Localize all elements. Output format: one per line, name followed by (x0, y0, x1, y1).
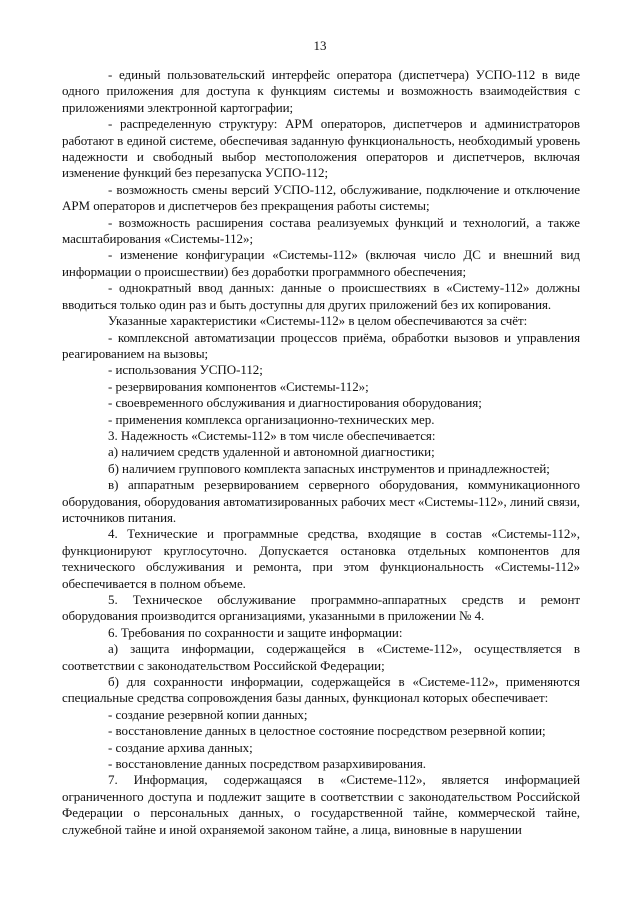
paragraph-automation: - комплексной автоматизации процессов приёма, обработки вызовов и управления реагированием на вызовы; (62, 329, 580, 361)
paragraph-single-input: - однократный ввод данных: данные о происшествиях в «Систему-112» должны вводиться только один раз и быть доступны для других приложений без их копирования. (62, 280, 580, 312)
paragraph-maintenance: - своевременного обслуживания и диагностирования оборудования; (108, 395, 482, 411)
paragraph-security-heading: 6. Требования по сохранности и защите информации: (108, 624, 403, 640)
paragraph-restricted-info: 7. Информация, содержащаяся в «Системе-112», является информацией ограниченного доступа и подлежит защите в соответствии с законодательством Российской Федерации о персональных данных, о государственной тайне, коммерческой тайне, служебной тайне и иной охраняемой законом тайне, а лица, виновные в нарушении (62, 772, 580, 837)
paragraph-reliability-a: а) наличием средств удаленной и автономной диагностики; (108, 444, 435, 460)
page-number: 13 (313, 38, 327, 53)
paragraph-distributed-structure: - распределенную структуру: АРМ операторов, диспетчеров и администраторов работают в единой системе, обеспечивая заданную функциональность, необходимый уровень надежности и свободный выбор местоположения операторов и диспетчеров, включая изменение функций без перезапуска УСПО-112; (62, 116, 580, 181)
paragraph-backup-create: - создание резервной копии данных; (108, 706, 308, 722)
paragraph-security-a: а) защита информации, содержащейся в «Системе-112», осуществляется в соответствии с законодательством Российской Федерации; (62, 641, 580, 673)
paragraph-backup-restore: - восстановление данных в целостное состояние посредством резервной копии; (108, 723, 546, 739)
paragraph-archive-create: - создание архива данных; (108, 739, 253, 755)
paragraph-security-b: б) для сохранности информации, содержащейся в «Системе-112», применяются специальные средства сопровождения базы данных, функционал которых обеспечивает: (62, 674, 580, 706)
paragraph-characteristics-intro: Указанные характеристики «Системы-112» в целом обеспечиваются за счёт: (108, 313, 528, 329)
paragraph-uspo-usage: - использования УСПО-112; (108, 362, 263, 378)
paragraph-reliability-c: в) аппаратным резервированием серверного оборудования, коммуникационного оборудования, оборудования автоматизированных рабочих мест «Системы-112», линий связи, источников питания. (62, 477, 580, 525)
paragraph-reliability-b: б) наличием группового комплекта запасных инструментов и принадлежностей; (108, 460, 550, 476)
paragraph-ui-interface: - единый пользовательский интерфейс оператора (диспетчера) УСПО-112 в виде одного приложения для доступа к функциям системы и возможность взаимодействия с приложениями электронной картографии; (62, 67, 580, 115)
paragraph-round-the-clock: 4. Технические и программные средства, входящие в состав «Системы-112», функционируют круглосуточно. Допускается остановка отдельных компонентов для технического обслуживания и ремонта, при этом функциональность «Системы-112» обеспечивается в полном объеме. (62, 526, 580, 591)
paragraph-org-measures: - применения комплекса организационно-технических мер. (108, 411, 435, 427)
paragraph-configuration: - изменение конфигурации «Системы-112» (включая число ДС и внешний вид информации о происшествии) без доработки программного обеспечения; (62, 247, 580, 279)
document-body (62, 67, 580, 838)
paragraph-scaling: - возможность расширения состава реализуемых функций и технологий, а также масштабирования «Системы-112»; (62, 214, 580, 247)
paragraph-archive-restore: - восстановление данных посредством разархивирования. (108, 756, 426, 772)
paragraph-redundancy: - резервирования компонентов «Системы-112»; (108, 378, 369, 394)
paragraph-servicing: 5. Техническое обслуживание программно-аппаратных средств и ремонт оборудования производится организациями, указанными в приложении № 4. (62, 592, 580, 624)
paragraph-version-change: - возможность смены версий УСПО-112, обслуживание, подключение и отключение АРМ операторов и диспетчеров без прекращения работы системы; (62, 181, 580, 214)
paragraph-reliability-heading: 3. Надежность «Системы-112» в том числе обеспечивается: (108, 427, 436, 443)
